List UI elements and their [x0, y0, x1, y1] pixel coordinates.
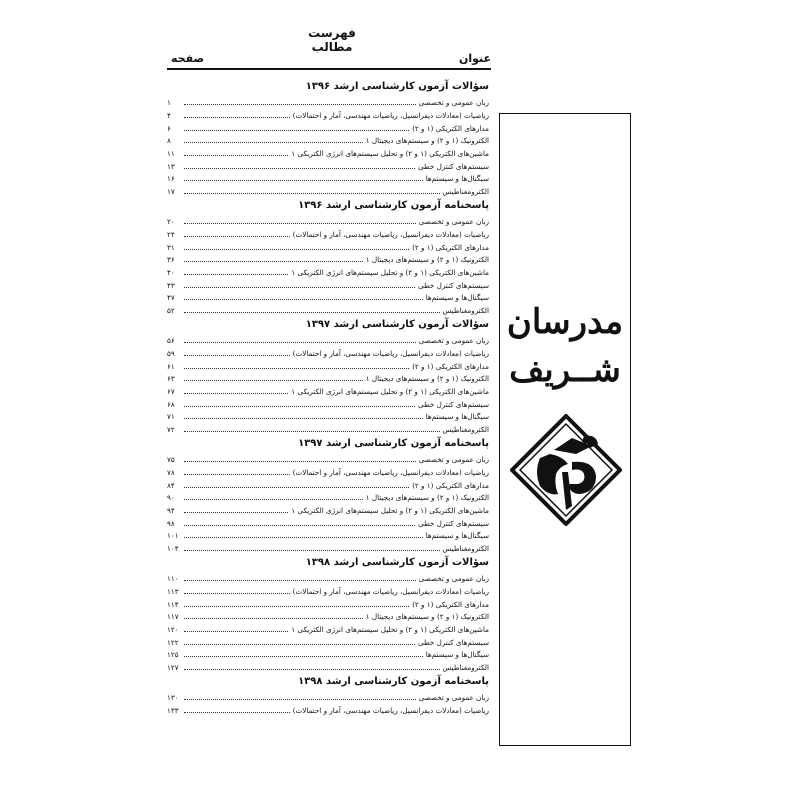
toc-entry-page-number: ۷۵ [167, 455, 175, 465]
toc-entry [167, 253, 491, 266]
toc-entry-page-number: ۴۰ [167, 267, 175, 277]
toc-entry-page-number: ۱۱۴ [167, 599, 179, 609]
toc-entry [167, 660, 491, 673]
toc-entry [167, 184, 491, 197]
toc-entry [167, 584, 491, 597]
toc-entry-page-number: ۱۲۰ [167, 624, 179, 634]
toc-entry-dot-leader [184, 249, 409, 250]
toc-entry-dot-leader [184, 712, 290, 713]
toc-entry-title: الکترومغناطیس [442, 544, 489, 553]
toc-entry [167, 572, 491, 585]
toc-entry [167, 453, 491, 466]
toc-entry-title: ماشین‌های الکتریکی (۱ و ۲) و تحلیل سیستم‌های انرژی الکتریکی ۱ [291, 386, 489, 396]
toc-entry [167, 491, 491, 504]
toc-entry-dot-leader [184, 580, 416, 581]
toc-list [167, 78, 491, 716]
toc-entry-page-number: ۱۳ [167, 161, 175, 171]
toc-entry-title: زبان عمومی و تخصصی [418, 574, 489, 584]
toc-entry-page-number: ۱۱۰ [167, 574, 179, 584]
toc-entry-title: سیستم‌های کنترل خطی [417, 399, 489, 409]
toc-entry [167, 372, 491, 385]
toc-entry-dot-leader [184, 368, 409, 369]
toc-entry-title: ماشین‌های الکتریکی (۱ و ۲) و تحلیل سیستم‌های انرژی الکتریکی ۱ [291, 505, 489, 515]
toc-entry [167, 278, 491, 291]
toc-entry-page-number: ۸۴ [167, 480, 175, 490]
toc-entry-dot-leader [184, 699, 416, 700]
toc-entry-title: الکترومغناطیس [442, 425, 489, 434]
toc-entry-page-number: ۱۱۳ [167, 586, 179, 596]
toc-entry-dot-leader [184, 274, 288, 275]
toc-entry-page-number: ۶۸ [167, 399, 175, 409]
toc-entry [167, 503, 491, 516]
toc-entry-title: سیگنال‌ها و سیستم‌ها [425, 412, 489, 422]
toc-entry [167, 478, 491, 491]
toc-entry [167, 635, 491, 648]
toc-entry-page-number: ۴۳ [167, 280, 175, 290]
toc-entry-title: سیستم‌های کنترل خطی [417, 280, 489, 290]
toc-entry [167, 134, 491, 147]
toc-entry-page-number: ۳۱ [167, 242, 175, 252]
toc-entry-page-number: ۶۳ [167, 374, 175, 384]
toc-entry-title: الکترونیک (۱ و ۲) و سیستم‌های دیجیتال ۱ [365, 136, 489, 146]
toc-entry-dot-leader [184, 342, 416, 343]
toc-entry-page-number: ۴ [167, 110, 171, 120]
toc-entry-dot-leader [184, 223, 416, 224]
toc-entry-dot-leader [184, 606, 409, 607]
toc-entry-title: ریاضیات (معادلات دیفرانسیل، ریاضیات مهندسی، آمار و احتمالات) [292, 705, 489, 715]
toc-entry-page-number: ۹۴ [167, 505, 175, 515]
toc-entry-dot-leader [184, 656, 423, 657]
toc-entry-title: زبان عمومی و تخصصی [418, 336, 489, 346]
toc-entry-title: مدارهای الکتریکی (۱ و ۲) [412, 599, 489, 609]
toc-entry-dot-leader [184, 406, 415, 407]
toc-entry [167, 334, 491, 347]
toc-entry-dot-leader [184, 487, 409, 488]
toc-entry-dot-leader [184, 669, 440, 670]
madresan-sharif-logo-icon [510, 414, 622, 526]
toc-entry-dot-leader [184, 155, 288, 156]
toc-entry [167, 227, 491, 240]
toc-title: فهرست مطالب [308, 26, 356, 54]
toc-entry-page-number: ۱۱ [167, 148, 175, 158]
toc-entry-page-number: ۷۱ [167, 412, 175, 422]
toc-entry-dot-leader [184, 287, 415, 288]
toc-entry-page-number: ۲۴ [167, 229, 175, 239]
toc-entry-dot-leader [184, 474, 290, 475]
toc-entry-dot-leader [184, 644, 415, 645]
toc-entry [167, 96, 491, 109]
toc-entry [167, 346, 491, 359]
toc-entry-title: ماشین‌های الکتریکی (۱ و ۲) و تحلیل سیستم‌های انرژی الکتریکی ۱ [291, 624, 489, 634]
toc-entry-title: مدارهای الکتریکی (۱ و ۲) [412, 123, 489, 133]
toc-entry-page-number: ۱۷ [167, 187, 175, 196]
toc-entry-title: الکترومغناطیس [442, 306, 489, 315]
toc-entry [167, 146, 491, 159]
toc-entry-page-number: ۱۶ [167, 174, 175, 184]
toc-entry [167, 465, 491, 478]
toc-entry-dot-leader [184, 499, 363, 500]
toc-entry-title: ریاضیات (معادلات دیفرانسیل، ریاضیات مهندسی، آمار و احتمالات) [292, 348, 489, 358]
toc-entry-title: ریاضیات (معادلات دیفرانسیل، ریاضیات مهندسی، آمار و احتمالات) [292, 586, 489, 596]
toc-entry-title: سیگنال‌ها و سیستم‌ها [425, 174, 489, 184]
toc-entry [167, 648, 491, 661]
toc-entry-page-number: ۳۶ [167, 255, 175, 265]
toc-entry-dot-leader [184, 312, 440, 313]
toc-entry-page-number: ۱۳۳ [167, 705, 179, 715]
toc-entry-page-number: ۱۲۲ [167, 637, 179, 647]
brand-panel [499, 113, 631, 746]
toc-entry-dot-leader [184, 130, 409, 131]
toc-entry-page-number: ۱۰۴ [167, 544, 179, 553]
toc-entry [167, 597, 491, 610]
toc-entry [167, 265, 491, 278]
toc-entry [167, 691, 491, 704]
toc-entry [167, 240, 491, 253]
toc-entry-title: ماشین‌های الکتریکی (۱ و ۲) و تحلیل سیستم‌های انرژی الکتریکی ۱ [291, 267, 489, 277]
toc-entry-dot-leader [184, 236, 290, 237]
toc-entry-page-number: ۱۱۷ [167, 612, 179, 622]
toc-entry [167, 108, 491, 121]
toc-entry-dot-leader [184, 461, 416, 462]
toc-entry-page-number: ۷۲ [167, 425, 175, 434]
toc-entry [167, 516, 491, 529]
toc-entry-title: الکترونیک (۱ و ۲) و سیستم‌های دیجیتال ۱ [365, 493, 489, 503]
toc-entry [167, 541, 491, 554]
toc-entry [167, 121, 491, 134]
toc-entry [167, 422, 491, 435]
toc-entry-title: مدارهای الکتریکی (۱ و ۲) [412, 361, 489, 371]
toc-entry-dot-leader [184, 117, 290, 118]
toc-entry-dot-leader [184, 180, 423, 181]
toc-entry-dot-leader [184, 104, 416, 105]
toc-entry-page-number: ۶ [167, 123, 171, 133]
toc-entry-dot-leader [184, 418, 423, 419]
toc-entry-page-number: ۱۲۵ [167, 650, 179, 660]
toc-entry [167, 610, 491, 623]
toc-entry-title: سیگنال‌ها و سیستم‌ها [425, 650, 489, 660]
toc-entry-title: سیگنال‌ها و سیستم‌ها [425, 531, 489, 541]
toc-entry-page-number: ۱۲۷ [167, 663, 179, 672]
toc-entry-title: الکترومغناطیس [442, 187, 489, 196]
toc-entry-title: زبان عمومی و تخصصی [418, 98, 489, 108]
toc-entry-title: سیستم‌های کنترل خطی [417, 637, 489, 647]
toc-entry-dot-leader [184, 261, 363, 262]
toc-section-heading: سؤالات آزمون کارشناسی ارشد ۱۳۹۷ [305, 319, 489, 330]
toc-entry [167, 172, 491, 185]
toc-entry-title: الکترونیک (۱ و ۲) و سیستم‌های دیجیتال ۱ [365, 374, 489, 384]
toc-entry-title: زبان عمومی و تخصصی [418, 455, 489, 465]
toc-entry-page-number: ۹۸ [167, 518, 175, 528]
brand-name-line2: شــریف [509, 350, 621, 390]
toc-entry-dot-leader [184, 631, 288, 632]
toc-section-heading: پاسخنامه آزمون کارشناسی ارشد ۱۳۹۷ [298, 438, 489, 449]
toc-entry-page-number: ۱ [167, 98, 171, 108]
toc-entry-page-number: ۵۲ [167, 306, 175, 315]
toc-entry [167, 397, 491, 410]
toc-entry-page-number: ۵۶ [167, 336, 175, 346]
toc-section-heading: سؤالات آزمون کارشناسی ارشد ۱۳۹۶ [305, 81, 489, 92]
toc-section-heading: سؤالات آزمون کارشناسی ارشد ۱۳۹۸ [305, 557, 489, 568]
toc-section-heading: پاسخنامه آزمون کارشناسی ارشد ۱۳۹۶ [298, 200, 489, 211]
toc-entry-dot-leader [184, 593, 290, 594]
toc-header-page: صفحه [171, 52, 205, 65]
toc-entry-page-number: ۴۷ [167, 293, 175, 303]
toc-entry-page-number: ۱۰۱ [167, 531, 179, 541]
toc-entry-page-number: ۵۹ [167, 348, 175, 358]
toc-entry-page-number: ۶۷ [167, 386, 175, 396]
toc-entry-title: الکترونیک (۱ و ۲) و سیستم‌های دیجیتال ۱ [365, 612, 489, 622]
toc-entry-dot-leader [184, 550, 440, 551]
toc-entry-dot-leader [184, 393, 288, 394]
toc-entry-title: مدارهای الکتریکی (۱ و ۲) [412, 480, 489, 490]
toc-entry-dot-leader [184, 168, 415, 169]
toc-entry-page-number: ۸ [167, 136, 171, 146]
toc-entry-title: الکترومغناطیس [442, 663, 489, 672]
toc-entry-title: زبان عمومی و تخصصی [418, 217, 489, 227]
toc-entry [167, 529, 491, 542]
toc-entry-page-number: ۱۳۰ [167, 693, 179, 703]
toc-header-title: عنوان [458, 52, 491, 65]
toc-entry-title: ریاضیات (معادلات دیفرانسیل، ریاضیات مهندسی، آمار و احتمالات) [292, 467, 489, 477]
toc-section-heading: پاسخنامه آزمون کارشناسی ارشد ۱۳۹۸ [298, 676, 489, 687]
toc-entry-title: الکترونیک (۱ و ۲) و سیستم‌های دیجیتال ۱ [365, 255, 489, 265]
toc-entry-dot-leader [184, 355, 290, 356]
toc-entry [167, 359, 491, 372]
toc-entry-dot-leader [184, 618, 363, 619]
toc-entry [167, 303, 491, 316]
toc-entry-dot-leader [184, 537, 423, 538]
toc-entry-title: سیستم‌های کنترل خطی [417, 518, 489, 528]
toc-entry-title: ریاضیات (معادلات دیفرانسیل، ریاضیات مهندسی، آمار و احتمالات) [292, 229, 489, 239]
toc-entry-title: سیگنال‌ها و سیستم‌ها [425, 293, 489, 303]
toc-entry-page-number: ۲۰ [167, 217, 175, 227]
toc-entry-dot-leader [184, 512, 288, 513]
toc-entry-dot-leader [184, 431, 440, 432]
toc-entry-title: مدارهای الکتریکی (۱ و ۲) [412, 242, 489, 252]
toc-entry-dot-leader [184, 299, 423, 300]
toc-entry-title: ریاضیات (معادلات دیفرانسیل، ریاضیات مهندسی، آمار و احتمالات) [292, 110, 489, 120]
toc-entry [167, 703, 491, 716]
toc-entry [167, 410, 491, 423]
toc-entry [167, 215, 491, 228]
toc-entry-title: ماشین‌های الکتریکی (۱ و ۲) و تحلیل سیستم‌های انرژی الکتریکی ۱ [291, 148, 489, 158]
toc-entry-page-number: ۹۰ [167, 493, 175, 503]
toc-entry-page-number: ۶۱ [167, 361, 175, 371]
toc-entry-dot-leader [184, 142, 363, 143]
toc-entry-dot-leader [184, 525, 415, 526]
toc-entry-title: زبان عمومی و تخصصی [418, 693, 489, 703]
toc-entry [167, 622, 491, 635]
toc-header [167, 50, 491, 70]
brand-name-line1: مدرسان [506, 302, 624, 342]
toc-entry-dot-leader [184, 380, 363, 381]
toc-entry-title: سیستم‌های کنترل خطی [417, 161, 489, 171]
toc-entry [167, 384, 491, 397]
toc-entry [167, 159, 491, 172]
toc-entry-page-number: ۷۸ [167, 467, 175, 477]
toc-entry [167, 291, 491, 304]
toc-entry-dot-leader [184, 193, 440, 194]
